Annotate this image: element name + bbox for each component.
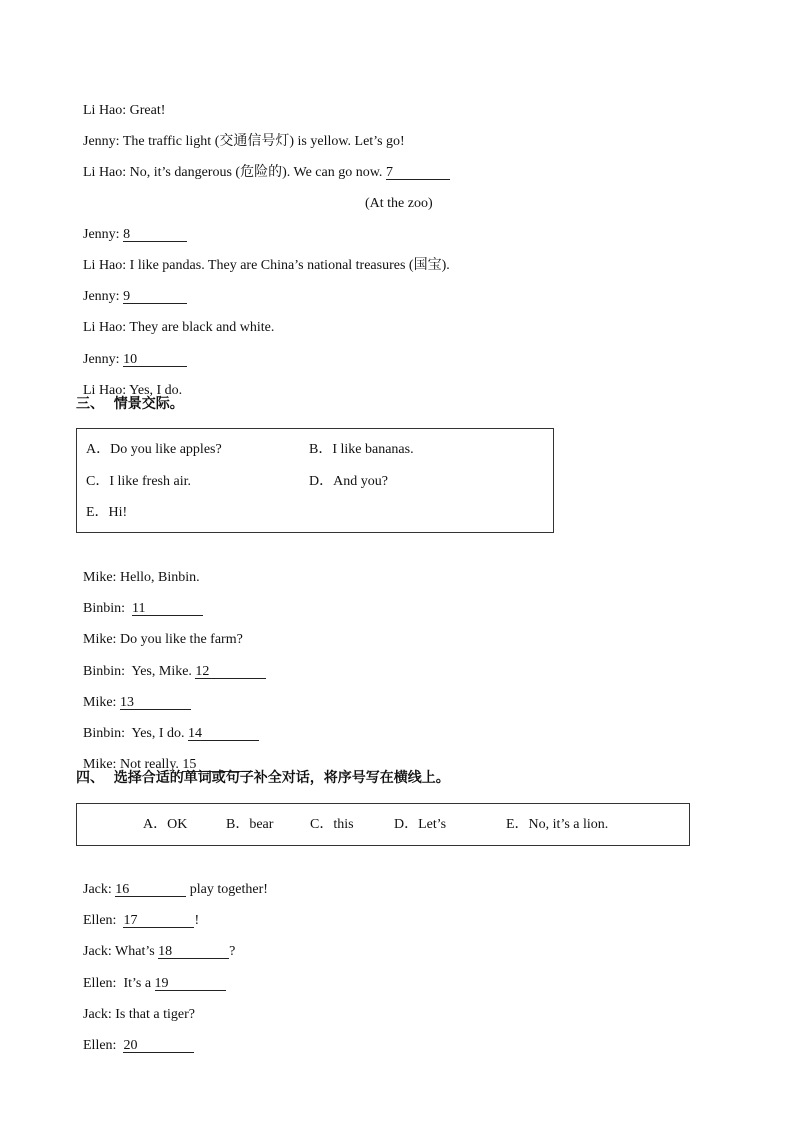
option-d: D．And you? (309, 474, 388, 489)
option-a: A．Do you like apples? (86, 442, 222, 457)
speaker: Li Hao: (83, 383, 127, 398)
dialogue-line (76, 613, 243, 649)
line-text: They are black and white. (129, 320, 275, 335)
line-text: Yes, I do. (128, 726, 185, 741)
speaker: Jenny: (83, 289, 120, 304)
blank-number: 9 (123, 289, 131, 304)
line-text: I like pandas. They are China’s national treasures (国宝). (129, 258, 450, 273)
option-a: A．OK (143, 817, 188, 832)
blank-number: 11 (132, 601, 146, 616)
line-text-after: ! (194, 913, 200, 928)
line-text: Hello, Binbin. (119, 570, 200, 585)
blank-number: 18 (158, 944, 173, 959)
speaker: Jenny: (83, 227, 120, 242)
speaker: Ellen: (83, 1038, 117, 1053)
blank-number: 12 (195, 664, 210, 679)
speaker: Jack: (83, 1007, 112, 1022)
option-b: B．bear (226, 817, 274, 832)
option-b: B．I like bananas. (309, 442, 414, 457)
blank-number: 15 (182, 757, 197, 772)
dialogue-line (76, 301, 274, 337)
option-e: E．No, it’s a lion. (506, 817, 609, 832)
blank-number: 20 (123, 1038, 138, 1053)
speaker: Li Hao: (83, 258, 127, 273)
section-3-options-box (76, 428, 554, 533)
blank-number: 7 (385, 165, 393, 180)
blank-number: 16 (115, 882, 130, 897)
section-4-options-box (76, 803, 690, 846)
line-text: Yes, I do. (129, 383, 183, 398)
option-c: C．I like fresh air. (86, 474, 191, 489)
line-text-after: play together! (186, 882, 268, 897)
line-text: What’s (115, 944, 155, 959)
speaker: Jenny: (83, 134, 120, 149)
line-text: Great! (129, 103, 166, 118)
speaker: Jenny: (83, 352, 120, 367)
speaker: Binbin: (83, 601, 126, 616)
scene-note (358, 177, 433, 213)
dialogue-line (76, 1019, 194, 1055)
line-text: The traffic light (交通信号灯) is yellow. Let’s go! (122, 134, 405, 149)
line-text: Is that a tiger? (115, 1007, 195, 1022)
answer-blank-12[interactable] (195, 663, 266, 679)
line-text: Yes, Mike. (128, 664, 192, 679)
speaker: Jack: (83, 882, 112, 897)
line-text: Not really. (119, 757, 179, 772)
speaker: Mike: (83, 570, 117, 585)
speaker: Li Hao: (83, 103, 127, 118)
dialogue-line (76, 925, 235, 961)
line-text: No, it’s dangerous (危险的). We can go now. (129, 165, 383, 180)
speaker: Li Hao: (83, 165, 127, 180)
option-c: C．this (310, 817, 354, 832)
answer-blank-20[interactable] (123, 1037, 194, 1053)
speaker: Binbin: (83, 664, 126, 679)
blank-number: 17 (123, 913, 138, 928)
speaker: Mike: (83, 632, 117, 647)
option-e: E．Hi! (86, 505, 128, 520)
blank-number: 14 (188, 726, 203, 741)
blank-number: 8 (123, 227, 131, 242)
section-3-heading: 三、 情景交际。 (76, 396, 184, 412)
speaker: Ellen: (83, 976, 117, 991)
speaker: Li Hao: (83, 320, 127, 335)
scene-note-text: (At the zoo) (365, 196, 433, 211)
line-text: It’s a (119, 976, 152, 991)
blank-number: 13 (119, 695, 134, 710)
speaker: Ellen: (83, 913, 117, 928)
option-d: D．Let’s (394, 817, 447, 832)
speaker: Binbin: (83, 726, 126, 741)
speaker: Jack: (83, 944, 112, 959)
section-4-heading: 四、 选择合适的单词或句子补全对话，将序号写在横线上。 (76, 770, 450, 786)
speaker: Mike: (83, 695, 117, 710)
blank-number: 19 (154, 976, 169, 991)
line-text-after: ? (229, 944, 236, 959)
line-text: Do you like the farm? (119, 632, 243, 647)
blank-number: 10 (123, 352, 138, 367)
speaker: Mike: (83, 757, 117, 772)
